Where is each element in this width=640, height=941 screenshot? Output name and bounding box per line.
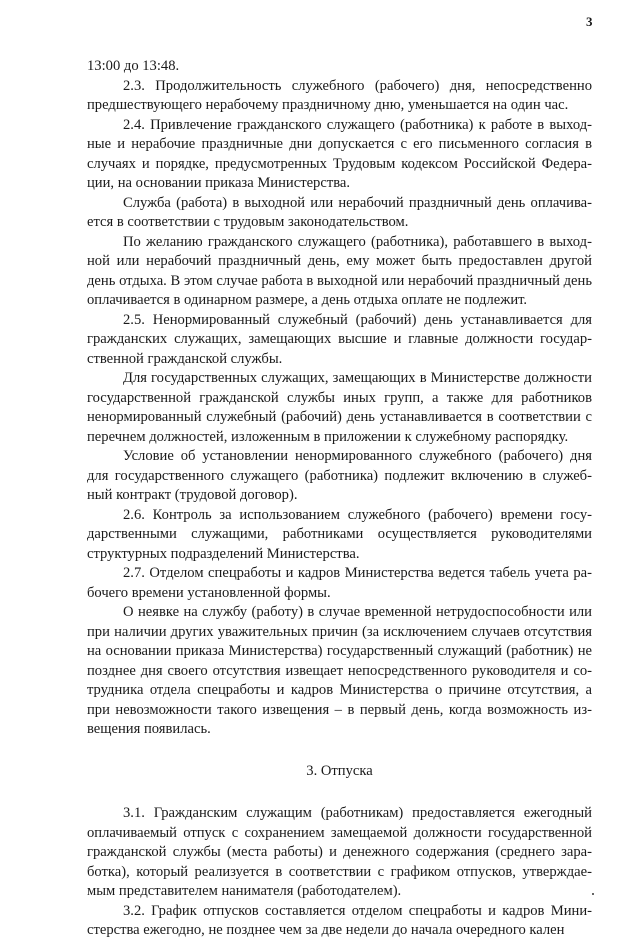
paragraph: 2.4. Привлечение гражданского служащего (работника) к работе в выходные и нерабочие праздничные дни допускается с его письменного согласия в случаях и порядке, предусмотренных Трудовым кодексом Российской Федерации, на основании приказа Министерства.: [87, 116, 592, 191]
paragraph: 2.7. Отделом спецработы и кадров Министерства ведется табель учета рабочего времени установленной формы.: [87, 565, 592, 601]
paragraph: 3.2. График отпусков составляется отделом спецработы и кадров Министерства ежегодно, не позднее чем за две недели до начала очередного кален: [87, 902, 592, 938]
scan-speck: [592, 893, 594, 895]
paragraph: 2.3. Продолжительность служебного (рабочего) дня, непосредственно предшествующего нерабочему праздничному дню, уменьшается на один час.: [87, 77, 592, 113]
paragraphs-before-section: [87, 57, 592, 740]
paragraphs-after-section: [87, 804, 592, 941]
paragraph: Условие об установлении ненормированного служебного (рабочего) дня для государственного служащего (работника) подлежит включению в служебный контракт (трудовой договор).: [87, 448, 592, 503]
paragraph: Для государственных служащих, замещающих в Министерстве должности государственной гражданской службы иных групп, а также для работников ненормированный служебный (рабочий) день устанавливается в соответствии с перечнем должностей, изложенным в приложении к служебному распорядку.: [87, 370, 592, 445]
paragraph: О неявке на службу (работу) в случае временной нетрудоспособности или при наличии других уважительных причин (за исключением случаев отсутствия на основании приказа Министерства) государственный служащий (работник) не позднее дня своего отсутствия извещает непосредственного руководителя и сотрудника отдела спецработы и кадров Министерства о причине отсутствия, а при невозможности такого извещения – в первый день, когда возможность извещения появилась.: [87, 604, 592, 737]
paragraph: 3.1. Гражданским служащим (работникам) предоставляется ежегодный оплачиваемый отпуск с сохранением замещаемой должности государственной гражданской службы (места работы) и денежного содержания (среднего заработка), который реализуется в соответствии с графиком отпусков, утверждаемым представителем нанимателя (работодателем).: [87, 805, 592, 899]
document-body: [87, 57, 592, 941]
paragraph: 2.6. Контроль за использованием служебного (рабочего) времени государственными служащими, работниками осуществляется руководителями структурных подразделений Министерства.: [87, 506, 592, 562]
paragraph: 2.5. Ненормированный служебный (рабочий) день устанавливается для гражданских служащих, замещающих высшие и главные должности государственной гражданской службы.: [87, 311, 592, 367]
paragraph: Служба (работа) в выходной или нерабочий праздничный день оплачивается в соответствии с трудовым законодательством.: [87, 194, 592, 230]
paragraph: По желанию гражданского служащего (работника), работавшего в выходной или нерабочий праздничный день, ему может быть предоставлен другой день отдыха. В этом случае работа в выходной или нерабочий праздничный день оплачивается в одинарном размере, а день отдыха оплате не подлежит.: [87, 233, 592, 308]
section-heading: 3. Отпуска: [306, 762, 373, 779]
paragraph: 13:00 до 13:48.: [87, 58, 180, 74]
page-number: 3: [586, 14, 593, 29]
